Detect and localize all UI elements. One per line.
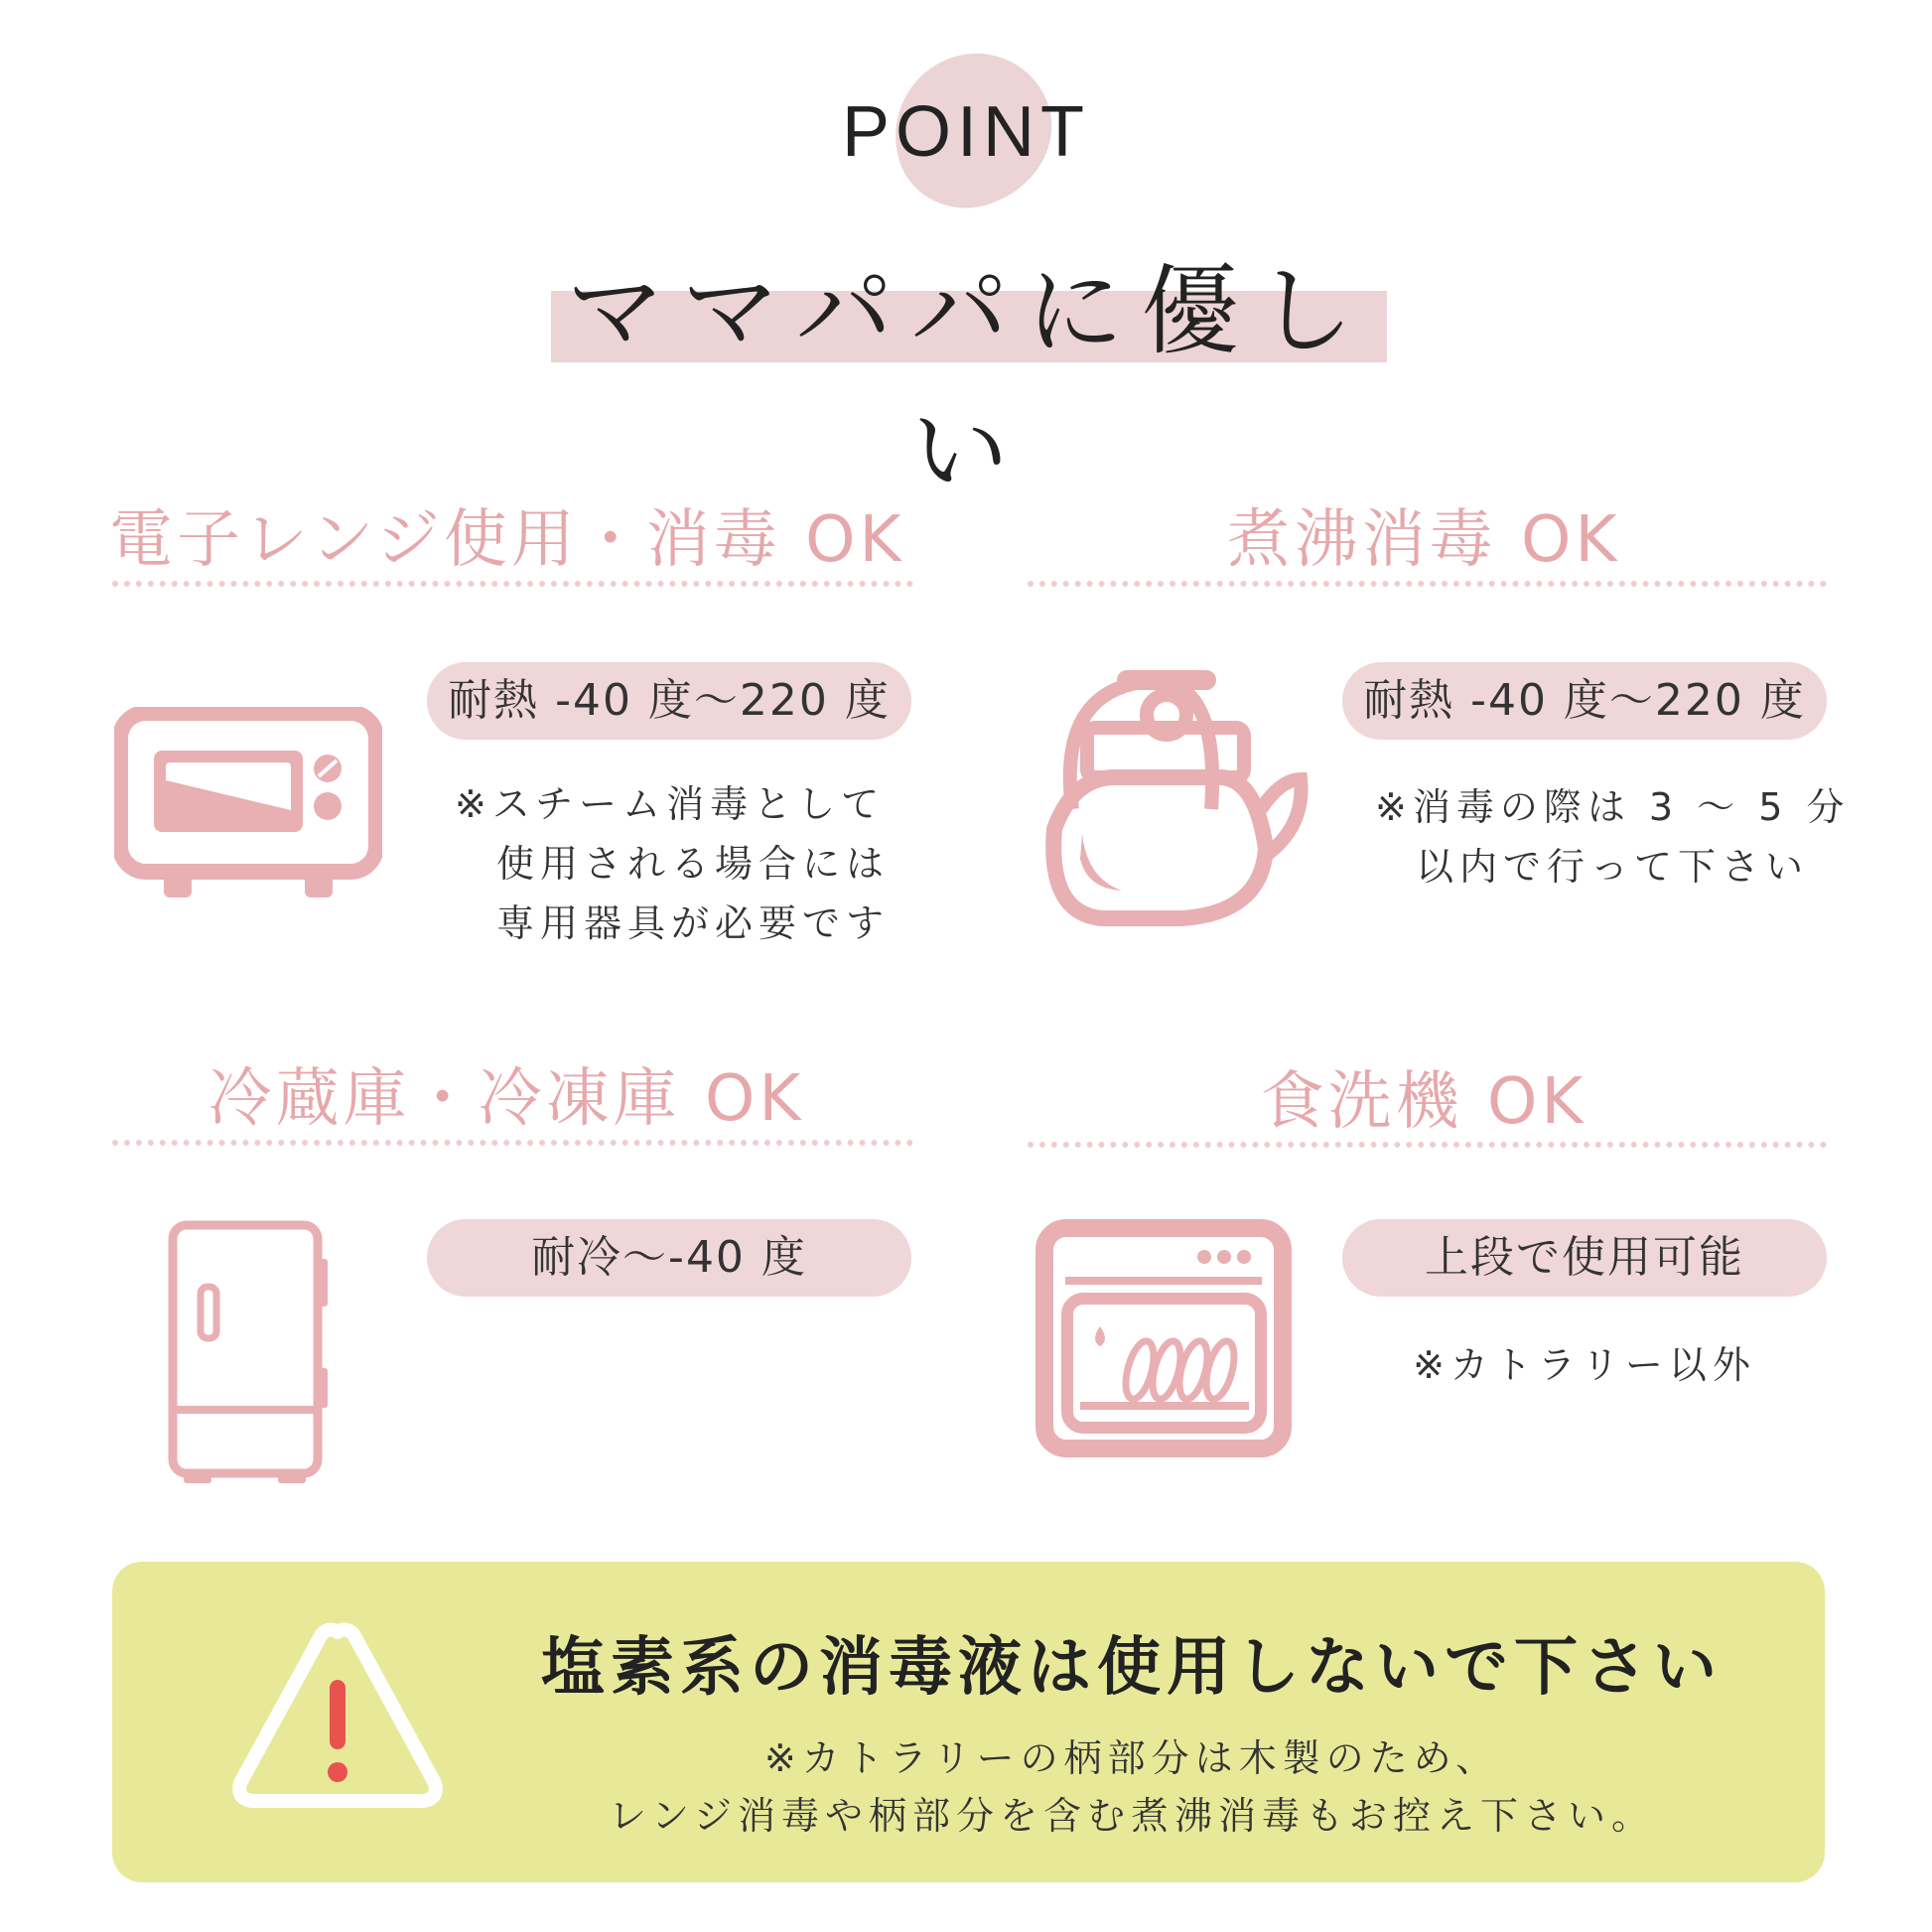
section-heading-dishwasher: 食洗機 OK: [1260, 1065, 1587, 1139]
warning-line: レンジ消毒や柄部分を含む煮沸消毒もお控え下さい。: [608, 1794, 1656, 1838]
warning-line: ※カトラリーの柄部分は木製のため、: [763, 1736, 1500, 1780]
heat-resistance-pill: 耐熱 -40 度〜220 度: [427, 662, 911, 740]
section-heading-microwave: 電子レンジ使用・消毒 OK: [109, 503, 905, 577]
warning-title: 塩素系の消毒液は使用しないで下さい: [541, 1631, 1723, 1705]
heat-resistance-pill: 耐熱 -40 度〜220 度: [1342, 662, 1827, 740]
note-line: ※カトラリー以外: [1413, 1343, 1756, 1387]
section-divider: [112, 1140, 913, 1146]
section-divider: [1028, 1142, 1827, 1148]
refrigerator-icon: [164, 1219, 333, 1487]
section-divider: [112, 581, 913, 587]
note-line: 以内で行って下さい: [1416, 845, 1810, 889]
cold-resistance-pill: 耐冷〜-40 度: [427, 1219, 911, 1297]
top-rack-pill: 上段で使用可能: [1342, 1219, 1827, 1297]
section-heading-fridge: 冷蔵庫・冷凍庫 OK: [207, 1062, 805, 1136]
microwave-icon: [114, 707, 382, 900]
kettle-icon: [1033, 660, 1311, 928]
point-label: POINT: [841, 92, 1090, 172]
note-line: 専用器具が必要です: [496, 901, 891, 945]
note-line: 使用される場合には: [496, 842, 891, 886]
page-title: ママパパに優しい: [566, 255, 1372, 508]
note-line: ※消毒の際は 3 〜 5 分: [1375, 785, 1851, 829]
dishwasher-icon: [1035, 1219, 1294, 1457]
warning-icon: [228, 1618, 447, 1817]
section-heading-boil: 煮沸消毒 OK: [1226, 503, 1621, 577]
section-divider: [1028, 581, 1827, 587]
note-line: ※スチーム消毒として: [455, 782, 886, 826]
